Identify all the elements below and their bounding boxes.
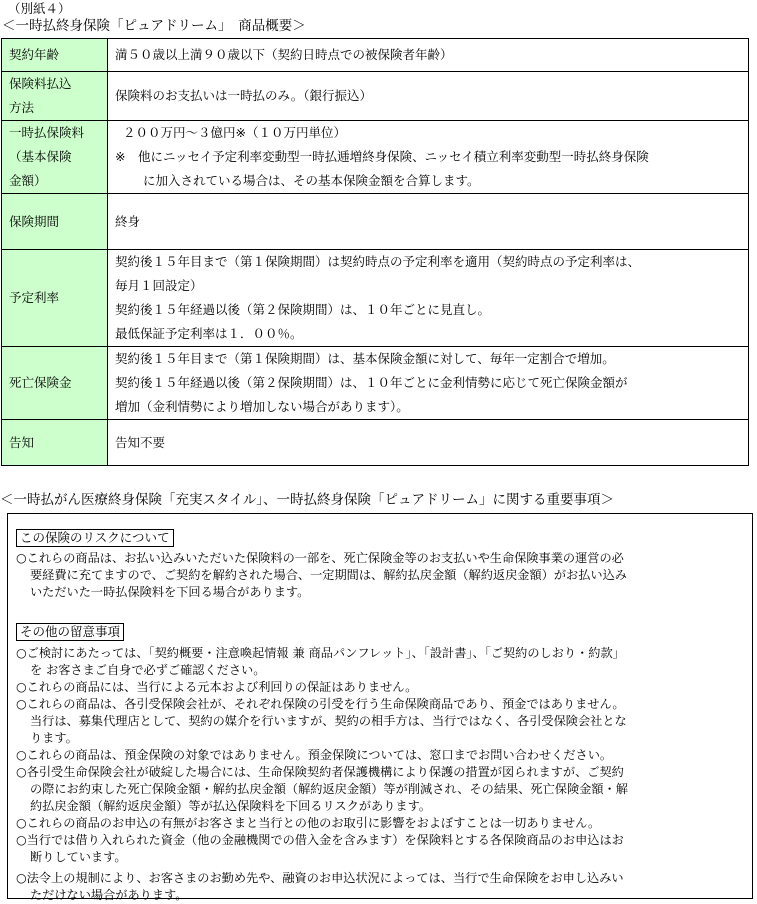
note-item (16, 815, 748, 832)
value-line: 契約後１５年経過以後（第２保険期間）は、１０年ごとに金利情勢に応じて死亡保険金額が (115, 375, 628, 390)
label-line: 一時払保険料 (9, 125, 85, 140)
note-item (16, 764, 748, 815)
value-line: ２００万円～３億円※（１０万円単位） (123, 125, 346, 140)
label-line: 予定利率 (9, 290, 60, 305)
note-line: ○当行では借り入れられた資金（他の金融機関での借入金を含みます）を保険料とする各保険商品のお申込はお (16, 833, 624, 847)
note-line: ○これらの商品は、預金保険の対象ではありません。預金保険については、窓口までお問い合わせください。 (16, 748, 613, 762)
value-line: に加入されている場合は、その基本保険金額を合算します。 (143, 173, 480, 188)
label-line: 保険料払込 (9, 76, 72, 91)
value-line: 最低保証予定利率は１．００％。 (115, 326, 303, 341)
label-line: （基本保険 (9, 149, 72, 164)
product-summary-table (1, 38, 749, 466)
value-line: 契約後１５年目まで（第１保険期間）は契約時点の予定利率を適用（契約時点の予定利率は、 (115, 254, 641, 269)
summary-row-value (108, 250, 749, 347)
note-line: ただけない場合があります。 (30, 888, 188, 902)
value-line: 終身 (115, 213, 141, 229)
summary-row-value (108, 347, 749, 420)
summary-row (2, 420, 749, 466)
summary-row (2, 121, 749, 194)
note-line: ○これらの商品は、各引受保険会社が、それぞれ保険の引受を行う生命保険商品であり、預金ではありません。 (16, 697, 625, 711)
label-line: 方法 (9, 100, 35, 115)
note-item (16, 747, 748, 764)
value-line: ※ 他にニッセイ予定利率変動型一時払逓増終身保険、ニッセイ積立利率変動型一時払終身保険 (115, 149, 649, 164)
label-line: 告知 (9, 434, 35, 450)
value-line: 満５０歳以上満９０歳以下（契約日時点での被保険者年齢） (115, 47, 453, 62)
note-line: を お客さまご自身で必ずご確認ください。 (30, 663, 266, 677)
label-line: 保険期間 (9, 213, 60, 229)
summary-row-value (108, 121, 749, 194)
summary-row (2, 72, 749, 121)
summary-title: ＜一時払終身保険「ピュアドリーム」 商品概要＞ (2, 18, 306, 34)
note-item (16, 870, 748, 904)
note-line: ○ご検討にあたっては、「契約概要・注意喚起情報 兼 商品パンフレット」、「設計書」、「ご契約のしおり・約款」 (16, 646, 625, 660)
risk-heading: この保険のリスクについて (16, 529, 174, 547)
note-item (16, 645, 748, 679)
other-notes-heading: その他の留意事項 (16, 623, 124, 641)
note-line: 断りしています。 (30, 850, 127, 864)
note-line: 約払戻金額（解約返戻金額）等が払込保険料を下回るリスクがあります。 (30, 799, 431, 813)
value-line: 契約後１５年目まで（第１保険期間）は、基本保険金額に対して、毎年一定割合で増加。 (115, 351, 615, 366)
summary-row (2, 39, 749, 72)
summary-row-value (108, 39, 749, 72)
note-item (16, 696, 748, 747)
risk-list (16, 550, 748, 601)
note-line: ○これらの商品のお申込の有無がお客さまと当行との他のお取引に影響をおよぼすことは一切ありません。 (16, 816, 601, 830)
label-line: 死亡保険金 (9, 375, 72, 390)
value-line: 増加（金利情勢により増加しない場合があります）。 (115, 399, 409, 414)
value-line: 告知不要 (115, 434, 166, 450)
note-line: ○これらの商品は、お払い込みいただいた保険料の一部を、死亡保険金等のお支払いや生命保険事業の運営の必 (16, 551, 624, 565)
note-line: いただいた一時払保険料を下回る場合があります。 (30, 585, 310, 599)
value-line: 契約後１５年経過以後（第２保険期間）は、１０年ごとに見直し。 (115, 302, 491, 317)
note-line: ○法令上の規制により、お客さまのお勤め先や、融資のお申込状況によっては、当行で生命保険をお申し込みい (16, 871, 624, 885)
summary-row-label (2, 347, 108, 420)
summary-row-value (108, 420, 749, 466)
summary-row-value (108, 194, 749, 250)
other-notes-list (16, 645, 748, 904)
important-matters-box (7, 513, 753, 902)
summary-row (2, 347, 749, 420)
note-item (16, 832, 748, 866)
note-line: 当行は、募集代理店として、契約の媒介を行いますが、契約の相手方は、当行ではなく、各引受保険会社とな (30, 714, 627, 728)
value-line: 毎月１回設定） (115, 278, 203, 293)
annex-label: （別紙４） (8, 1, 71, 16)
summary-row-label (2, 194, 108, 250)
summary-row (2, 250, 749, 347)
note-line: の際にお約束した死亡保険金額・解約払戻金額（解約返戻金額）等が削減され、その結果、死亡保険金額・解 (30, 782, 628, 796)
summary-row-label (2, 39, 108, 72)
label-line: 金額） (9, 173, 47, 188)
note-item (16, 679, 748, 696)
summary-row-label (2, 72, 108, 121)
note-line: ります。 (30, 731, 78, 745)
important-matters-title: ＜一時払がん医療終身保険「充実スタイル」、一時払終身保険「ピュアドリーム」に関する重要事項＞ (0, 492, 614, 508)
note-item (16, 550, 748, 601)
value-line: 保険料のお支払いは一時払のみ。（銀行振込） (115, 88, 373, 103)
note-line: ○これらの商品には、当行による元本および利回りの保証はありません。 (16, 680, 418, 694)
summary-row-value (108, 72, 749, 121)
summary-row (2, 194, 749, 250)
note-line: 要経費に充てますので、ご契約を解約された場合、一定期間は、解約払戻金額（解約返戻金額）がお払い込み (30, 568, 627, 582)
label-line: 契約年齢 (9, 47, 60, 62)
summary-row-label (2, 250, 108, 347)
note-line: ○各引受生命保険会社が破綻した場合には、生命保険契約者保護機構により保護の措置が図られますが、ご契約 (16, 765, 624, 779)
summary-row-label (2, 121, 108, 194)
summary-row-label (2, 420, 108, 466)
